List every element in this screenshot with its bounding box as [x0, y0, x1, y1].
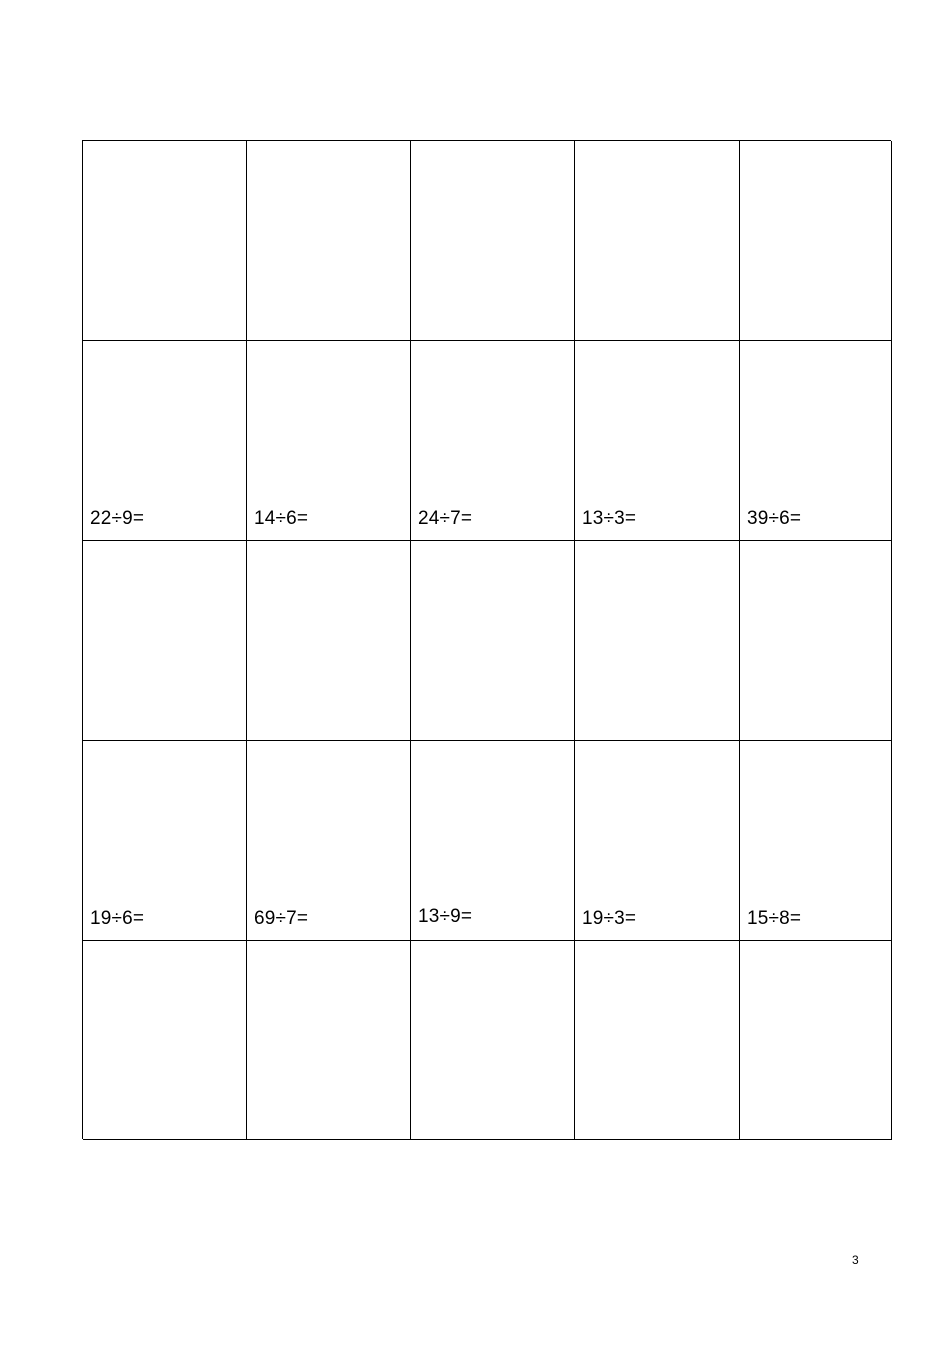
problem-cell — [411, 341, 575, 541]
problem-cell — [740, 341, 892, 541]
answer-cell — [740, 941, 892, 1140]
division-problem: 13÷3= — [582, 508, 637, 529]
answer-cell — [247, 941, 411, 1140]
answer-cell — [411, 941, 575, 1140]
page-number: 3 — [852, 1253, 859, 1267]
problem-cell — [83, 341, 247, 541]
problem-cell — [247, 741, 411, 941]
answer-cell — [575, 541, 740, 741]
answer-cell — [740, 141, 892, 341]
problem-cell — [411, 741, 575, 941]
answer-cell — [575, 141, 740, 341]
division-problem: 19÷3= — [582, 908, 637, 929]
division-problem: 22÷9= — [90, 508, 145, 529]
division-problem: 24÷7= — [418, 508, 473, 529]
answer-cell — [83, 541, 247, 741]
division-problem: 14÷6= — [254, 508, 309, 529]
answer-cell — [83, 141, 247, 341]
problem-cell — [575, 741, 740, 941]
division-problem: 19÷6= — [90, 908, 145, 929]
problem-cell — [740, 741, 892, 941]
worksheet-grid — [82, 140, 891, 1139]
answer-cell — [83, 941, 247, 1140]
problem-cell — [575, 341, 740, 541]
answer-cell — [411, 141, 575, 341]
division-problem: 15÷8= — [747, 908, 802, 929]
answer-cell — [247, 541, 411, 741]
division-problem: 39÷6= — [747, 508, 802, 529]
answer-cell — [740, 541, 892, 741]
problem-cell — [247, 341, 411, 541]
division-problem: 13÷9= — [418, 906, 473, 927]
answer-cell — [247, 141, 411, 341]
answer-cell — [411, 541, 575, 741]
problem-cell — [83, 741, 247, 941]
answer-cell — [575, 941, 740, 1140]
division-problem: 69÷7= — [254, 908, 309, 929]
